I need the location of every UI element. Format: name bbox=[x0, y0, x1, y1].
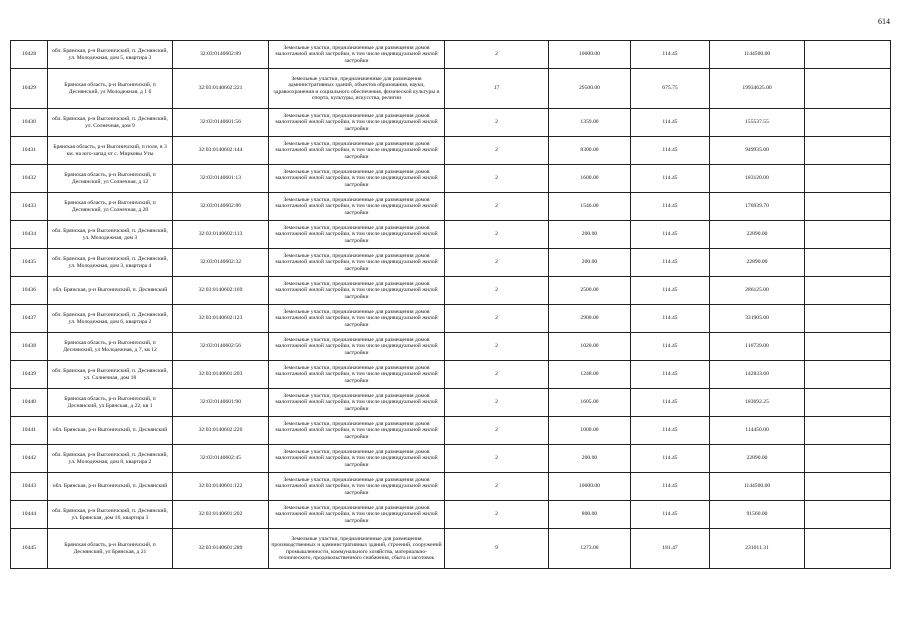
area-cell: 8300.00 bbox=[549, 137, 631, 165]
land-use-cell: Земельные участки, предназначенные для размещения домов малоэтажной жилой застройки, в том числе индивидуальной жилой застройки bbox=[269, 137, 445, 165]
cadastral-value-cell: 114450.00 bbox=[710, 417, 805, 445]
table-row bbox=[11, 445, 891, 473]
specific-value-cell: 114.45 bbox=[631, 445, 710, 473]
cadastral-number-cell: 32:03:0140601:202 bbox=[173, 501, 269, 529]
specific-value-cell: 114.45 bbox=[631, 473, 710, 501]
table-row bbox=[11, 417, 891, 445]
address-cell: обл. Брянская, р-н Выгоничский, п. Деснянский bbox=[48, 417, 173, 445]
cadastral-value-cell: 231011.31 bbox=[710, 529, 805, 569]
area-cell: 1248.00 bbox=[549, 361, 631, 389]
address-cell: обл. Брянская, р-н Выгоничский, п. Деснянский, ул. Молодежная, дом 3, квартира 4 bbox=[48, 249, 173, 277]
area-cell: 1546.00 bbox=[549, 193, 631, 221]
cadastral-number-cell: 32:03:0140601:289 bbox=[173, 529, 269, 569]
specific-value-cell: 114.45 bbox=[631, 137, 710, 165]
address-cell: обл. Брянская, р-н Выгоничский, п. Деснянский, ул. Молодежная, дом 5, квартира 3 bbox=[48, 41, 173, 69]
cadastral-value-cell: 176939.70 bbox=[710, 193, 805, 221]
address-cell: обл. Брянская, р-н Выгоничский, п. Деснянский, ул. Солнечная, дом 18 bbox=[48, 361, 173, 389]
specific-value-cell: 114.45 bbox=[631, 417, 710, 445]
row-number-cell: 10443 bbox=[11, 473, 48, 501]
cadastral-value-cell: 91560.00 bbox=[710, 501, 805, 529]
cadastral-number-cell: 32:03:0140601:56 bbox=[173, 109, 269, 137]
cadastral-number-cell: 32:03:0140602:169 bbox=[173, 277, 269, 305]
cadastral-number-cell: 32:03:0140602:45 bbox=[173, 445, 269, 473]
land-use-cell: Земельные участки, предназначенные для размещения домов малоэтажной жилой застройки, в том числе индивидуальной жилой застройки bbox=[269, 221, 445, 249]
category-code-cell: 2 bbox=[445, 249, 549, 277]
specific-value-cell: 114.45 bbox=[631, 165, 710, 193]
category-code-cell: 2 bbox=[445, 221, 549, 249]
land-use-cell: Земельные участки, предназначенные для размещения производственных и административных зданий, строений, сооружений промышленности, коммунального хозяйства, материально-технического, продовольственного снабжения, сбыта и заготовок bbox=[269, 529, 445, 569]
empty-cell bbox=[805, 333, 891, 361]
table-body bbox=[11, 41, 891, 569]
category-code-cell: 2 bbox=[445, 445, 549, 473]
cadastral-value-cell: 183692.25 bbox=[710, 389, 805, 417]
land-use-cell: Земельные участки, предназначенные для размещения домов малоэтажной жилой застройки, в том числе индивидуальной жилой застройки bbox=[269, 389, 445, 417]
row-number-cell: 10433 bbox=[11, 193, 48, 221]
table-row bbox=[11, 165, 891, 193]
cadastral-number-cell: 32:03:0140601:90 bbox=[173, 389, 269, 417]
row-number-cell: 10429 bbox=[11, 69, 48, 109]
address-cell: обл. Брянская, р-н Выгоничский, п. Деснянский, ул. Молодежная, дом 3 bbox=[48, 221, 173, 249]
empty-cell bbox=[805, 249, 891, 277]
category-code-cell: 2 bbox=[445, 165, 549, 193]
row-number-cell: 10436 bbox=[11, 277, 48, 305]
table-row bbox=[11, 333, 891, 361]
land-use-cell: Земельные участки, предназначенные для размещения административных зданий, объектов образования, науки, здравоохранения и социального обеспечения, физической культуры и спорта, культуры, искусства, религии bbox=[269, 69, 445, 109]
row-number-cell: 10438 bbox=[11, 333, 48, 361]
cadastral-value-cell: 116739.00 bbox=[710, 333, 805, 361]
row-number-cell: 10439 bbox=[11, 361, 48, 389]
area-cell: 200.00 bbox=[549, 445, 631, 473]
specific-value-cell: 114.45 bbox=[631, 221, 710, 249]
empty-cell bbox=[805, 69, 891, 109]
table-row bbox=[11, 529, 891, 569]
table-row bbox=[11, 137, 891, 165]
address-cell: обл. Брянская, р-н Выгоничский, п. Деснянский, ул. Солнечная, дом 9 bbox=[48, 109, 173, 137]
row-number-cell: 10428 bbox=[11, 41, 48, 69]
specific-value-cell: 114.45 bbox=[631, 193, 710, 221]
specific-value-cell: 114.45 bbox=[631, 109, 710, 137]
address-cell: Брянская область, р-н Выгоничский, п Деснянский, ул Молодежная, д 7, кв 12 bbox=[48, 333, 173, 361]
cadastral-value-cell: 19934625.00 bbox=[710, 69, 805, 109]
empty-cell bbox=[805, 277, 891, 305]
row-number-cell: 10437 bbox=[11, 305, 48, 333]
empty-cell bbox=[805, 41, 891, 69]
land-use-cell: Земельные участки, предназначенные для размещения домов малоэтажной жилой застройки, в том числе индивидуальной жилой застройки bbox=[269, 193, 445, 221]
category-code-cell: 9 bbox=[445, 529, 549, 569]
specific-value-cell: 114.45 bbox=[631, 389, 710, 417]
cadastral-number-cell: 32:03:0140602:123 bbox=[173, 305, 269, 333]
empty-cell bbox=[805, 305, 891, 333]
row-number-cell: 10432 bbox=[11, 165, 48, 193]
address-cell: обл. Брянская, р-н Выгоничский, п. Деснянский, ул. Брянская, дом 16, квартира 1 bbox=[48, 501, 173, 529]
row-number-cell: 10430 bbox=[11, 109, 48, 137]
cadastral-number-cell: 32:03:0140602:221 bbox=[173, 69, 269, 109]
specific-value-cell: 114.45 bbox=[631, 333, 710, 361]
cadastral-value-cell: 286125.00 bbox=[710, 277, 805, 305]
row-number-cell: 10441 bbox=[11, 417, 48, 445]
row-number-cell: 10440 bbox=[11, 389, 48, 417]
area-cell: 200.00 bbox=[549, 249, 631, 277]
land-use-cell: Земельные участки, предназначенные для размещения домов малоэтажной жилой застройки, в том числе индивидуальной жилой застройки bbox=[269, 333, 445, 361]
empty-cell bbox=[805, 361, 891, 389]
specific-value-cell: 114.45 bbox=[631, 277, 710, 305]
area-cell: 1273.00 bbox=[549, 529, 631, 569]
land-use-cell: Земельные участки, предназначенные для размещения домов малоэтажной жилой застройки, в том числе индивидуальной жилой застройки bbox=[269, 417, 445, 445]
empty-cell bbox=[805, 109, 891, 137]
category-code-cell: 2 bbox=[445, 389, 549, 417]
address-cell: Брянская область, р-н Выгоничский, п Деснянский, ул Солнечная, д 20 bbox=[48, 193, 173, 221]
empty-cell bbox=[805, 529, 891, 569]
address-cell: Брянская область, р-н Выгоничский, п Деснянский, ул Молодежная, д 1 б bbox=[48, 69, 173, 109]
category-code-cell: 2 bbox=[445, 109, 549, 137]
area-cell: 29500.00 bbox=[549, 69, 631, 109]
category-code-cell: 17 bbox=[445, 69, 549, 109]
address-cell: Брянская область, р-н Выгоничский, п Деснянский, ул Брянская, д 21 bbox=[48, 529, 173, 569]
cadastral-value-cell: 22890.00 bbox=[710, 221, 805, 249]
category-code-cell: 2 bbox=[445, 361, 549, 389]
table-row bbox=[11, 41, 891, 69]
land-use-cell: Земельные участки, предназначенные для размещения домов малоэтажной жилой застройки, в том числе индивидуальной жилой застройки bbox=[269, 501, 445, 529]
category-code-cell: 2 bbox=[445, 333, 549, 361]
cadastral-number-cell: 32:03:0140602:220 bbox=[173, 417, 269, 445]
table-row bbox=[11, 193, 891, 221]
cadastral-value-cell: 331905.00 bbox=[710, 305, 805, 333]
cadastral-value-cell: 22890.00 bbox=[710, 249, 805, 277]
table-row bbox=[11, 109, 891, 137]
table-row bbox=[11, 277, 891, 305]
cadastral-number-cell: 32:03:0140602:56 bbox=[173, 333, 269, 361]
row-number-cell: 10431 bbox=[11, 137, 48, 165]
land-use-cell: Земельные участки, предназначенные для размещения домов малоэтажной жилой застройки, в том числе индивидуальной жилой застройки bbox=[269, 473, 445, 501]
area-cell: 800.00 bbox=[549, 501, 631, 529]
area-cell: 10000.00 bbox=[549, 41, 631, 69]
specific-value-cell: 114.45 bbox=[631, 501, 710, 529]
category-code-cell: 2 bbox=[445, 417, 549, 445]
cadastral-value-cell: 183120.00 bbox=[710, 165, 805, 193]
specific-value-cell: 114.45 bbox=[631, 305, 710, 333]
cadastral-number-cell: 32:03:0140601:122 bbox=[173, 473, 269, 501]
row-number-cell: 10435 bbox=[11, 249, 48, 277]
area-cell: 2900.00 bbox=[549, 305, 631, 333]
area-cell: 1605.00 bbox=[549, 389, 631, 417]
empty-cell bbox=[805, 417, 891, 445]
area-cell: 200.00 bbox=[549, 221, 631, 249]
row-number-cell: 10444 bbox=[11, 501, 48, 529]
table-row bbox=[11, 221, 891, 249]
specific-value-cell: 114.45 bbox=[631, 249, 710, 277]
land-use-cell: Земельные участки, предназначенные для размещения домов малоэтажной жилой застройки, в том числе индивидуальной жилой застройки bbox=[269, 41, 445, 69]
land-use-cell: Земельные участки, предназначенные для размещения домов малоэтажной жилой застройки, в том числе индивидуальной жилой застройки bbox=[269, 305, 445, 333]
empty-cell bbox=[805, 165, 891, 193]
area-cell: 2500.00 bbox=[549, 277, 631, 305]
table-row bbox=[11, 501, 891, 529]
table-row bbox=[11, 305, 891, 333]
land-registry-table bbox=[10, 40, 891, 569]
land-use-cell: Земельные участки, предназначенные для размещения домов малоэтажной жилой застройки, в том числе индивидуальной жилой застройки bbox=[269, 109, 445, 137]
area-cell: 1020.00 bbox=[549, 333, 631, 361]
address-cell: обл. Брянская, р-н Выгоничский, п. Деснянский, ул. Молодежная, дом 8, квартира 2 bbox=[48, 445, 173, 473]
cadastral-value-cell: 1144500.00 bbox=[710, 41, 805, 69]
area-cell: 1359.00 bbox=[549, 109, 631, 137]
land-use-cell: Земельные участки, предназначенные для размещения домов малоэтажной жилой застройки, в том числе индивидуальной жилой застройки bbox=[269, 249, 445, 277]
page-number: 614 bbox=[878, 17, 890, 26]
empty-cell bbox=[805, 473, 891, 501]
land-use-cell: Земельные участки, предназначенные для размещения домов малоэтажной жилой застройки, в том числе индивидуальной жилой застройки bbox=[269, 165, 445, 193]
table-row bbox=[11, 361, 891, 389]
category-code-cell: 2 bbox=[445, 137, 549, 165]
area-cell: 1000.00 bbox=[549, 417, 631, 445]
category-code-cell: 2 bbox=[445, 501, 549, 529]
address-cell: Брянская область, р-н Выгоничский, п Деснянский, ул Солнечная, д 12 bbox=[48, 165, 173, 193]
table-row bbox=[11, 473, 891, 501]
category-code-cell: 2 bbox=[445, 41, 549, 69]
cadastral-number-cell: 32:03:0140602:113 bbox=[173, 221, 269, 249]
empty-cell bbox=[805, 389, 891, 417]
cadastral-value-cell: 22890.00 bbox=[710, 445, 805, 473]
specific-value-cell: 114.45 bbox=[631, 361, 710, 389]
cadastral-number-cell: 32:03:0140602:86 bbox=[173, 193, 269, 221]
table-row bbox=[11, 69, 891, 109]
land-use-cell: Земельные участки, предназначенные для размещения домов малоэтажной жилой застройки, в том числе индивидуальной жилой застройки bbox=[269, 277, 445, 305]
category-code-cell: 2 bbox=[445, 473, 549, 501]
cadastral-value-cell: 142833.60 bbox=[710, 361, 805, 389]
cadastral-number-cell: 32:03:0140601:203 bbox=[173, 361, 269, 389]
specific-value-cell: 181.47 bbox=[631, 529, 710, 569]
row-number-cell: 10442 bbox=[11, 445, 48, 473]
specific-value-cell: 675.75 bbox=[631, 69, 710, 109]
area-cell: 10000.00 bbox=[549, 473, 631, 501]
table-row bbox=[11, 249, 891, 277]
category-code-cell: 2 bbox=[445, 193, 549, 221]
category-code-cell: 2 bbox=[445, 277, 549, 305]
cadastral-number-cell: 32:03:0140602:32 bbox=[173, 249, 269, 277]
empty-cell bbox=[805, 221, 891, 249]
cadastral-number-cell: 32:03:0140602:89 bbox=[173, 41, 269, 69]
address-cell: Брянская область, р-н Выгоничский, п поле, в 3 км. на юго-запад от с. Мирковы Уты bbox=[48, 137, 173, 165]
land-use-cell: Земельные участки, предназначенные для размещения домов малоэтажной жилой застройки, в том числе индивидуальной жилой застройки bbox=[269, 445, 445, 473]
address-cell: обл. Брянская, р-н Выгоничский, п. Деснянский bbox=[48, 473, 173, 501]
empty-cell bbox=[805, 501, 891, 529]
empty-cell bbox=[805, 137, 891, 165]
cadastral-number-cell: 32:03:0140601:13 bbox=[173, 165, 269, 193]
cadastral-value-cell: 949935.00 bbox=[710, 137, 805, 165]
area-cell: 1600.00 bbox=[549, 165, 631, 193]
cadastral-value-cell: 1144500.00 bbox=[710, 473, 805, 501]
specific-value-cell: 114.45 bbox=[631, 41, 710, 69]
category-code-cell: 2 bbox=[445, 305, 549, 333]
table-row bbox=[11, 389, 891, 417]
cadastral-number-cell: 32:03:0140602:144 bbox=[173, 137, 269, 165]
row-number-cell: 10445 bbox=[11, 529, 48, 569]
address-cell: обл. Брянская, р-н Выгоничский, п. Деснянский bbox=[48, 277, 173, 305]
empty-cell bbox=[805, 445, 891, 473]
land-use-cell: Земельные участки, предназначенные для размещения домов малоэтажной жилой застройки, в том числе индивидуальной жилой застройки bbox=[269, 361, 445, 389]
row-number-cell: 10434 bbox=[11, 221, 48, 249]
address-cell: обл. Брянская, р-н Выгоничский, п. Деснянский, ул. Молодежная, дом 6, квартира 2 bbox=[48, 305, 173, 333]
empty-cell bbox=[805, 193, 891, 221]
cadastral-value-cell: 155537.55 bbox=[710, 109, 805, 137]
address-cell: Брянская область, р-н Выгоничский, п Деснянский, ул Брянская, д 22, кв 1 bbox=[48, 389, 173, 417]
